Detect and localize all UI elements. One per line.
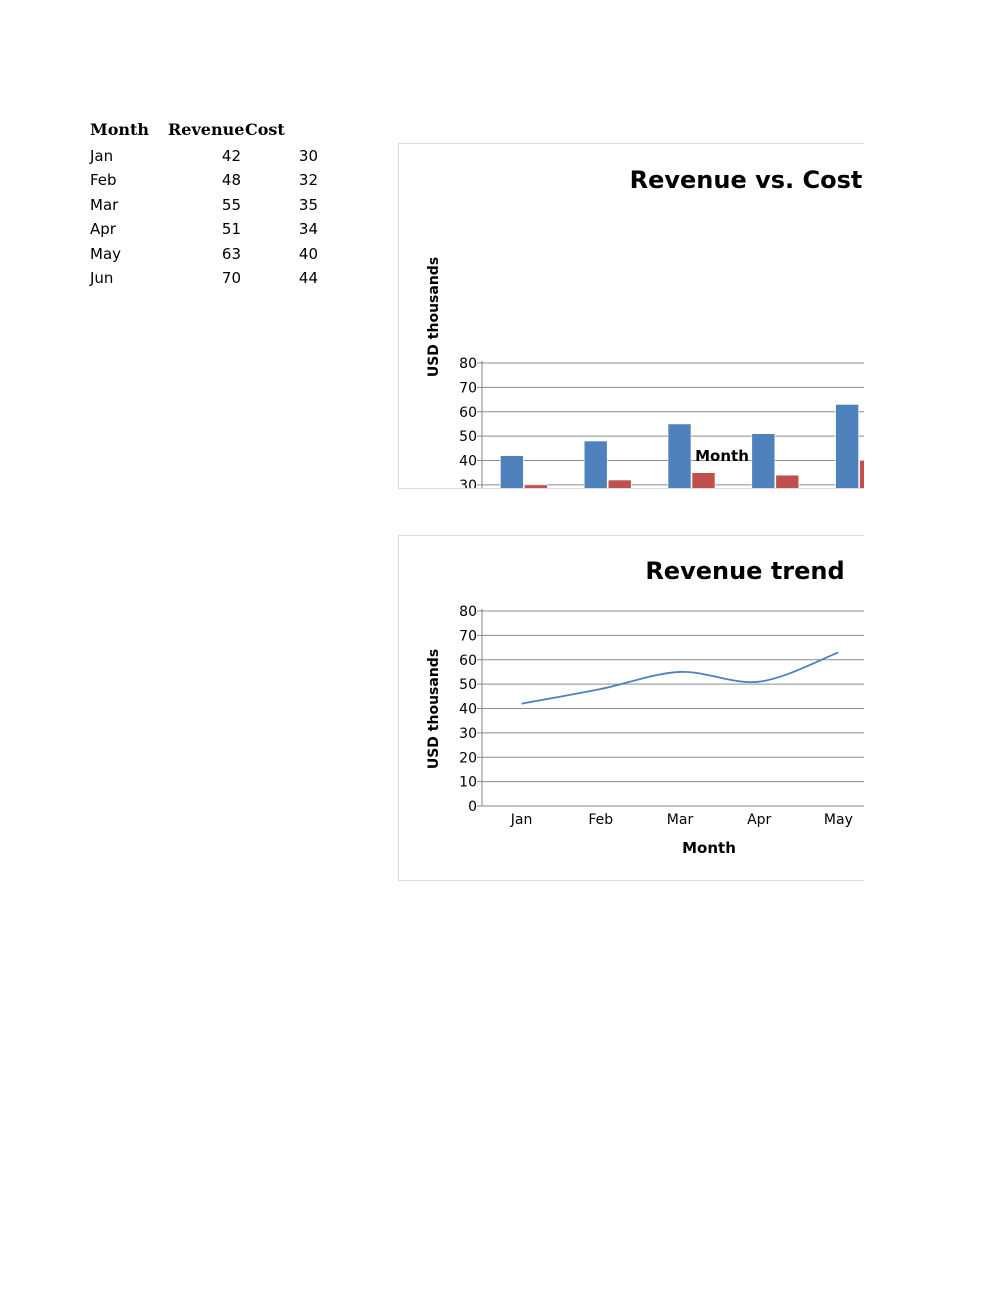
y-tick-label: 50 xyxy=(459,677,477,694)
y-axis-label: USD thousands xyxy=(426,256,442,378)
header-month: Month xyxy=(90,120,150,139)
x-tick-label: Mar xyxy=(666,812,694,828)
cell-cost: 40 xyxy=(298,244,318,263)
y-tick-label: 40 xyxy=(459,453,477,470)
bar-chart xyxy=(398,143,864,489)
bar-revenue xyxy=(584,441,607,489)
bar-cost xyxy=(776,475,799,489)
y-tick-label: 70 xyxy=(459,380,477,397)
y-tick-label: 50 xyxy=(459,429,477,446)
table-row xyxy=(90,192,330,217)
y-tick-label: 30 xyxy=(459,725,477,742)
y-axis-label: USD thousands xyxy=(426,648,442,770)
cell-cost: 34 xyxy=(298,220,318,238)
y-tick-label: 0 xyxy=(468,799,477,815)
y-tick-label: 20 xyxy=(459,750,477,767)
y-tick-label: 70 xyxy=(459,628,477,645)
header-cost: Cost xyxy=(245,120,285,139)
table-header-row xyxy=(90,118,330,143)
y-tick-label: 80 xyxy=(459,604,477,620)
table-row xyxy=(90,241,330,266)
grid xyxy=(477,609,864,806)
bar-revenue xyxy=(500,456,523,489)
cell-revenue: 55 xyxy=(221,195,241,214)
line-chart xyxy=(398,535,864,881)
y-tick-label: 10 xyxy=(459,774,477,791)
y-tick-label: 60 xyxy=(459,404,477,421)
y-tick-label: 80 xyxy=(459,356,477,372)
bar-cost xyxy=(608,480,631,489)
bars xyxy=(500,404,864,489)
x-axis-label: Month xyxy=(695,447,749,465)
chart-title: Revenue trend xyxy=(645,557,845,585)
chart-title: Revenue vs. Cost xyxy=(629,166,863,194)
x-tick-label: Feb xyxy=(588,812,614,828)
cell-cost: 32 xyxy=(298,171,318,189)
x-tick-label: Apr xyxy=(747,812,772,828)
y-tick-label: 60 xyxy=(459,652,477,669)
y-tick-label: 30 xyxy=(459,477,477,490)
y-ticks xyxy=(459,604,477,815)
bar-revenue xyxy=(752,434,775,489)
x-tick-label: May xyxy=(823,812,853,828)
cell-month: Feb xyxy=(90,171,117,189)
y-tick-label: 40 xyxy=(459,701,477,718)
bar-chart-svg xyxy=(398,144,864,489)
table-row xyxy=(90,265,330,290)
cell-month: Mar xyxy=(90,195,119,214)
line-chart-svg xyxy=(398,536,864,881)
table-row xyxy=(90,167,330,192)
x-axis-label: Month xyxy=(682,839,736,857)
bar-cost xyxy=(692,473,715,489)
bar-cost xyxy=(524,485,547,489)
cell-month: Jan xyxy=(90,146,114,165)
header-revenue: Revenue xyxy=(168,120,245,139)
cell-cost: 44 xyxy=(298,269,318,287)
cell-month: Apr xyxy=(90,220,116,238)
cell-month: Jun xyxy=(90,269,114,287)
table-row xyxy=(90,216,330,241)
cell-revenue: 42 xyxy=(221,146,241,165)
cell-revenue: 63 xyxy=(221,244,241,263)
cell-revenue: 48 xyxy=(221,171,241,189)
x-ticks xyxy=(510,812,853,828)
cell-revenue: 51 xyxy=(221,220,241,238)
cell-cost: 30 xyxy=(298,146,318,165)
table-row xyxy=(90,143,330,168)
data-table xyxy=(90,118,330,290)
bar-cost xyxy=(860,461,864,490)
bar-revenue xyxy=(836,404,859,489)
y-ticks xyxy=(459,356,477,489)
x-tick-label: Jan xyxy=(510,812,533,828)
cell-revenue: 70 xyxy=(221,269,241,287)
cell-cost: 35 xyxy=(298,195,318,214)
bar-revenue xyxy=(668,424,691,489)
cell-month: May xyxy=(90,244,122,263)
